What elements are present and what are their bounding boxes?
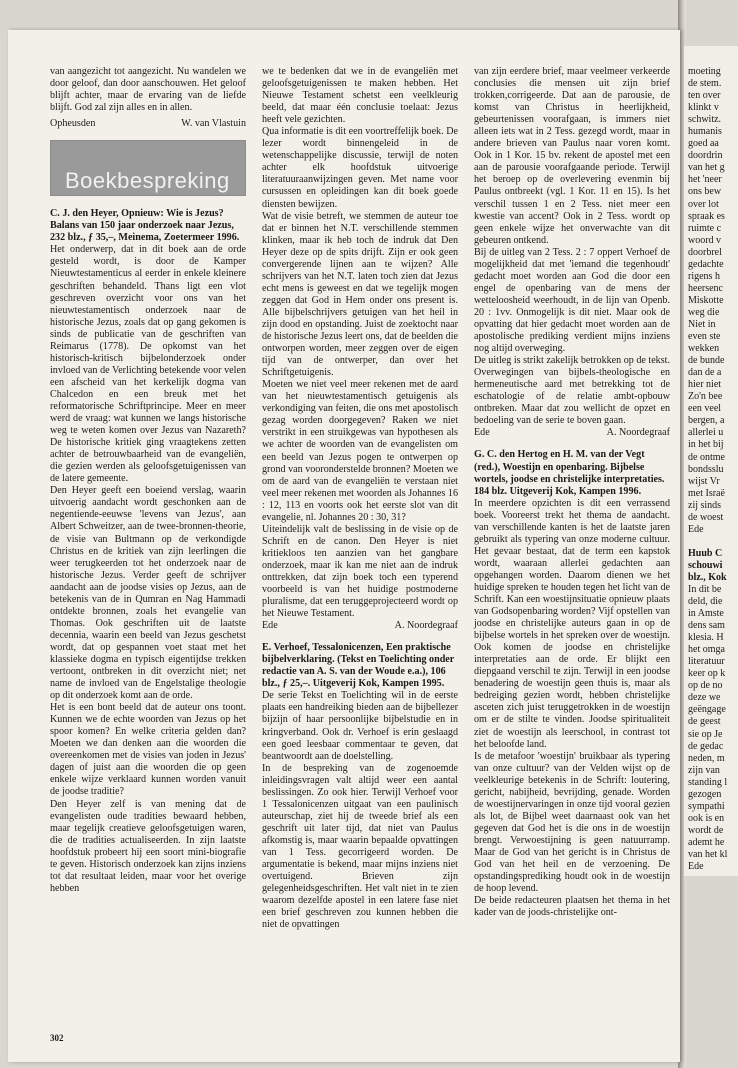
signature-place: Ede xyxy=(262,620,278,632)
right-page-line: de ontme xyxy=(688,451,725,463)
right-page-line: deld, die xyxy=(688,596,723,608)
signature-name: W. van Vlastuin xyxy=(181,118,246,130)
right-page-line: de stem. xyxy=(688,78,722,90)
column-2 xyxy=(262,66,458,931)
right-page-line: Zo'n bee xyxy=(688,391,723,403)
right-page xyxy=(684,46,738,876)
paragraph: Moeten we niet veel meer rekenen met de aard van het nieuwtestamentisch getuigenis als verkondiging van feiten, die ons met apostolisch gezag worden doorgegeven? Raken we niet verstrikt in een struikgewas van hypothesen als we achter de woorden van de evangelisten om een beeld van Jezus pogen te ontwerpen op grond van vooronderstelde bronnen? Moeten we om de aard van de evangeliën te verstaan niet veel meer rekenen met woorden als Johannes 16 : 12, 113 en voorts ook het eerste slot van dit evangelie, nl. Johannes 20 : 30, 31? xyxy=(262,379,458,523)
right-page-line: Miskotte xyxy=(688,294,724,306)
right-page-line: klesia. H xyxy=(688,632,724,644)
right-page-line: op de no xyxy=(688,680,723,692)
right-review-header xyxy=(688,548,738,584)
paragraph: In de bespreking van de zogenoemde inleidingsvragen valt altijd weer een aantal beslissingen. Zo ook hier. Terwijl Verhoef voor 1 Tessalonicenzen uitgaat van een paulinisch auteurschap, ziet hij de tweede brief als een geschrift uit later tijd, dat niet van Paulus afkomstig is, maar waarin bepaalde opvattingen van 1 Tess. gecorrigeerd worden. De argumentatie is bekend, maar mijns inziens niet overtuigend. Brieven zijn gelegenheidsgeschriften. Het valt niet in te zien waarom dezelfde apostel in een latere fase niet een brief geschreven zou kunnen hebben die niet de opvattingen xyxy=(262,762,458,931)
signature xyxy=(262,620,458,632)
right-page-line: het 'neer xyxy=(688,174,722,186)
right-page-line: goed aa xyxy=(688,138,719,150)
right-page-line: de gedac xyxy=(688,740,724,752)
right-page-line: dens sam xyxy=(688,620,725,632)
right-page-line: zij sinds xyxy=(688,499,722,511)
column-1 xyxy=(50,66,246,895)
right-page-line: schwitz. xyxy=(688,114,722,126)
right-page-line: van het kl xyxy=(688,849,728,860)
right-page-line: keer op k xyxy=(688,668,726,680)
right-page-line: gezogen xyxy=(688,788,722,800)
review-header: C. J. den Heyer, Opnieuw: Wie is Jezus? Balans van 150 jaar onderzoek naar Jezus, 232 blz., ƒ 35,–, Meinema, Zoetermeer 1996. xyxy=(50,208,240,244)
paragraph: De serie Tekst en Toelichting wil in de eerste plaats een handreiking bieden aan de bijbellezer bijzijn of haar persoonlijke bijbelstudie en in kringverband. Ook dr. Verhoef is erin geslaagd een goed leesbaar commentaar te geven, dat beantwoordt aan de doelstelling. xyxy=(262,690,458,762)
right-page-line: ten over xyxy=(688,90,721,102)
left-page xyxy=(8,30,680,1062)
right-page-line: weg die xyxy=(688,306,720,318)
right-page-line: wekken xyxy=(688,343,720,355)
paragraph: Bij de uitleg van 2 Tess. 2 : 7 oppert Verhoef de mogelijkheid dat met 'iemand die tegenhoudt' gedacht moet worden aan God die door een engel de openbaring van de mens der wetteloosheid weerhoudt, in de lijn van Openb. 20 : 1vv. Onmogelijk is dit niet. Maar ook de opvatting dat hier gedacht moet worden aan de apostolische prediking verdient mijns inziens nog altijd overweging. xyxy=(474,246,670,355)
right-page-line: rigens h xyxy=(688,270,720,282)
signature-name: A. Noordegraaf xyxy=(394,620,458,632)
right-page-line: een veel xyxy=(688,403,722,415)
paragraph: Den Heyer geeft een boeiend verslag, waarin uitvoerig aandacht wordt geschonken aan de negentiende-eeuwse 'levens van Jezus', aan Albert Schweitzer, aan de twee-bronnen-theorie, de visie van Bultmann op de verkondigde Christus en de kritiek van zijn leerlingen die weer terugkeerden tot het onderzoek naar de historische Jezus. Verder geeft de schrijver aandacht aan de joodse visies op Jezus, aan de betekenis van de in Qumran en Nag Hammadi ontdekte bronnen, zoals het evangelie van Thomas. Ook geschriften uit de laatste decennia, waarin een beeld van Jezus geschetst wordt, dat op gespannen voet staat met het klassieke dogma en typisch eigentijdse trekken vertoont, ontbreken in dit overzicht niet; net name de invloed van de Engelstalige theologie op dit onderzoek komt aan de orde. xyxy=(50,485,246,702)
right-page-line: van het g xyxy=(688,162,725,174)
right-page-line: In dit be xyxy=(688,583,722,595)
right-page-line: de geest xyxy=(688,716,721,728)
right-page-line: bergen, a xyxy=(688,415,725,427)
intro-paragraph: van aangezicht tot aangezicht. Nu wandelen we door geloof, dan door aanschouwen. Het geloof blijft achter, maar de ervaring van de liefde blijft. God zal zijn alles en in allen. xyxy=(50,66,246,114)
paragraph: Het is een bont beeld dat de auteur ons toont. Kunnen we de echte woorden van Jezus op het spoor komen? En welke criteria gelden dan? Moeten we dan denken aan die woorden die overeenkomen met de visies van joden in Jezus' dagen of juist aan die woorden die op geen enkele wijze verklaard kunnen worden vanuit de joodse traditie? xyxy=(50,702,246,798)
paragraph: van zijn eerdere brief, maar veelmeer verkeerde conclusies die mensen uit zijn brief trokken,corrigeerde. Dat aan de parousie, de komst van Christus in heerlijkheid, gebeurtenissen voorafgaan, is immers niet alleen iets wat in 2 Tess. gezegd wordt, maar in andere brieven van Paulus naar voren komt. Ook in 1 Kor. 15 bv. rekent de apostel met een aan de parousie voorafgaande periode. Terwijl het beroep op de overlevering evenmin bij Paulus ontbreekt (vgl. 1 Kor. 11 en 15). Is het verschil tussen 1 en 2 Tess. niet meer een kwestie van accent? Ook in 2 Tess. wordt op geen enkele wijze het onverwachte van dit gebeuren ontkend. xyxy=(474,66,670,246)
signature-place: Opheusden xyxy=(50,118,96,130)
right-page-line: woord v xyxy=(688,234,722,246)
signature xyxy=(50,118,246,130)
right-page-line: blz., Kok xyxy=(688,571,727,583)
right-page-line: humanis xyxy=(688,126,722,138)
paragraph: Is de metafoor 'woestijn' bruikbaar als typering van onze cultuur? van der Velden wijst op de veelkleurige betekenis in de Schrift: loutering, gericht, nabijheid, bevrijding, genade. Worden de woestijnervaringen in onze tijd vooral gezien als lot, de Bijbel weet daarnaast ook van het gegeven dat God het is die ons in de woestijn brengt. Verwoestijning is geen natuurramp. Maar de God van het gericht is in Christus de God van het heil en de verzoening. De opstandingsprediking houdt ook in de woestijn de hoop levend. xyxy=(474,750,670,895)
banner-title: Boekbespreking xyxy=(65,168,230,194)
right-page-line: doordrin xyxy=(688,150,723,162)
right-page-line: Niet in xyxy=(688,318,716,330)
paragraph: De beide redacteuren plaatsen het thema in het kader van de joods-christelijke ont- xyxy=(474,895,670,919)
right-page-line: schouwi xyxy=(688,559,723,571)
paragraph: De uitleg is strikt zakelijk betrokken op de tekst. Overwegingen van bijbels-theologische en hermeneutische aard met betrekking tot de eschatologie of de relatie ambt-opbouw ontbreken. Maar dat zou wellicht de opzet en bedoeling van de serie te boven gaan. xyxy=(474,355,670,427)
right-page-line: standing l xyxy=(688,776,728,788)
right-page-line: met Israë xyxy=(688,487,725,499)
right-lines-block-1 xyxy=(688,66,738,536)
paragraph: Qua informatie is dit een voortreffelijk boek. De lezer wordt binnengeleid in de wetenschappelijke discussie, terwijl de noten achter elk hoofdstuk uitvoerige literatuuraanwijzingen geven. Met name voor cursussen en opleidingen kan dit boek goede diensten bewijzen. xyxy=(262,126,458,210)
right-page-line: ademt he xyxy=(688,836,725,848)
right-page-line: in Amste xyxy=(688,608,724,620)
right-page-line: over lot xyxy=(688,198,719,210)
right-page-line: neden, m xyxy=(688,752,725,764)
right-page-line: de bunde xyxy=(688,355,725,367)
right-page-line: literatuur xyxy=(688,656,725,668)
right-page-line: wijst Vr xyxy=(688,475,720,487)
paragraph: Het onderwerp, dat in dit boek aan de orde gesteld wordt, is door de Kamper Nieuwtestamenticus al eerder in enkele kleinere geschriften behandeld. Thans ligt een vlot geschreven overzicht voor ons van het nieuwtestamentisch onderzoek naar de historische Jezus, zoals dat op gang gekomen is sinds de publicatie van de geschriften van Reimarus (1778). De opkomst van het historisch-kritisch bijbelonderzoek onder invloed van de Verlichting betekende voor velen een afscheid van het kerkelijk dogma van Chalcedon en een breuk met het reformatorische Schriftprincipe. Meer en meer werd de vraag: wat kunnen we langs historische weg te weten komen over Jezus van Nazareth? De historische kritiek ging vraagtekens zetten achter de betrouwbaarheid van de evangeliën, die gezien werden als geloofsgetuigenissen van de latere gemeente. xyxy=(50,244,246,485)
right-page-line: gedachte xyxy=(688,258,724,270)
paragraph: Wat de visie betreft, we stemmen de auteur toe dat er binnen het N.T. verschillende stemmen klinken, maar ik heb toch de indruk dat Den Heyer deze op de spits drijft. Zijn er ook geen convergerende lijnen aan te wijzen? Alle schrijvers van het N.T. laten toch zien dat Jezus echt mens is geweest en dat we tegelijk mogen zeggen dat God in Hem onder ons present is. Alle bijbelschrijvers getuigen van het heil in zijn dood en opstanding. Juist de zoektocht naar de historische Jezus leert ons, dat de beelden die ontworpen worden, meer zeggen over de eigen tijd van de ontwerper, dan over het Schriftgetuigenis. xyxy=(262,210,458,379)
right-page-line: hier niet xyxy=(688,379,722,391)
right-page-line: Ede xyxy=(688,523,704,535)
right-page-line: in het bij xyxy=(688,439,724,451)
right-page-line: sympathi xyxy=(688,800,725,812)
review-header: G. C. den Hertog en H. M. van der Vegt (red.), Woestijn en openbaring. Bijbelse wortels, joodse en christelijke interpretaties. 184 blz. Uitgeverij Kok, Kampen 1996. xyxy=(474,449,665,497)
paragraph: Uiteindelijk valt de beslissing in de visie op de Schrift en de canon. Den Heyer is niet kritiekloos ten aanzien van het gangbare onderzoek, maar ik kan me niet aan de indruk onttrekken, dat zijn boek toch een typerend voorbeeld is van het huidige postmoderne pluralisme, dat een teruggeprojecteerd wordt op het Nieuwe Testament. xyxy=(262,523,458,620)
right-page-line: klinkt v xyxy=(688,102,719,114)
right-page-line: zijn van xyxy=(688,764,720,776)
paragraph: Den Heyer zelf is van mening dat de evangelisten oude tradities bewaard hebben, maar tegelijk creatieve geloofsgetuigen waren, die de tradities actualiseerden. In zijn laatste hoofdstuk probeert hij een soort mini-biografie te geven. Historisch onderzoek kan zijns inziens tot dat resultaat leiden, maar voor het overige hebben xyxy=(50,798,246,894)
right-page-line: dan de a xyxy=(688,367,722,379)
right-column xyxy=(688,66,738,873)
right-page-line: even ste xyxy=(688,331,721,343)
right-lines-block-2 xyxy=(688,584,738,873)
section-banner xyxy=(50,140,246,196)
right-page-line: heersenc xyxy=(688,282,723,294)
signature-name: A. Noordegraaf xyxy=(606,427,670,439)
review-header: E. Verhoef, Tessalonicenzen, Een praktische bijbelverklaring. (Tekst en Toelichting onder redactie van A. S. van der Woude e.a.), 106 blz., ƒ 25,–. Uitgeverij Kok, Kampen 1995. xyxy=(262,642,455,690)
signature-place: Ede xyxy=(474,427,490,439)
right-page-line: de woest xyxy=(688,511,724,523)
right-page-line: wordt de xyxy=(688,824,724,836)
right-page-line: geëngage xyxy=(688,704,726,716)
right-page-line: Huub C xyxy=(688,547,723,559)
column-3 xyxy=(474,66,670,919)
paragraph: we te bedenken dat we in de evangeliën met geloofsgetuigenissen te maken hebben. Het Nieuwe Testament schetst een veelkleurig beeld, dat maar één conclusie toelaat: Jezus heeft vele gezichten. xyxy=(262,66,458,126)
right-page-line: deze we xyxy=(688,692,721,704)
page-number: 302 xyxy=(50,1033,64,1043)
right-page-line: ruimte c xyxy=(688,222,722,234)
right-page-line: ook is en xyxy=(688,812,725,824)
right-page-line: spraak es xyxy=(688,210,725,222)
right-page-line: bondsslu xyxy=(688,463,724,475)
right-page-line: Ede xyxy=(688,861,704,873)
right-page-line: het omga xyxy=(688,644,725,656)
right-page-line: allerlei u xyxy=(688,427,724,439)
right-page-line: moeting xyxy=(688,66,721,77)
right-page-line: doorbrel xyxy=(688,246,722,258)
paragraph: In meerdere opzichten is dit een verrassend boek. Vooreerst trekt het thema de aandacht. van verschillende kanten is het de laatste jaren gebruikt als typering van onze moderne cultuur. Het gevaar bestaat, dat de term een kapstok wordt, waaraan allerlei gedachten aan opgehangen worden. Daarom dienen we het huidige spreken te houden tegen het licht van de Schrift. Kan een woestijnsituatie opnieuw plaats van Godsopenbaring worden? Vijf opstellen van joodse en christelijke auteurs gaan in op de bijbelse wortels in het spreken over de woestijn. Ook komen de joodse en christelijke interpretaties aan de orde. Er blijkt een diepgaand verschil te zijn. Terwijl in een joodse benadering de woestijn geen thuis is, maar als bedreiging gezien wordt, hebben christelijke asceten zich juist teruggetrokken in de woestijn om er de stilte te vinden. Joodse spiritualiteit ziet de woestijn als leerschool, in contrast tot het beloofde land. xyxy=(474,497,670,750)
right-page-line: ons bew xyxy=(688,186,722,198)
right-page-line: sie op Je xyxy=(688,728,723,740)
signature xyxy=(474,427,670,439)
